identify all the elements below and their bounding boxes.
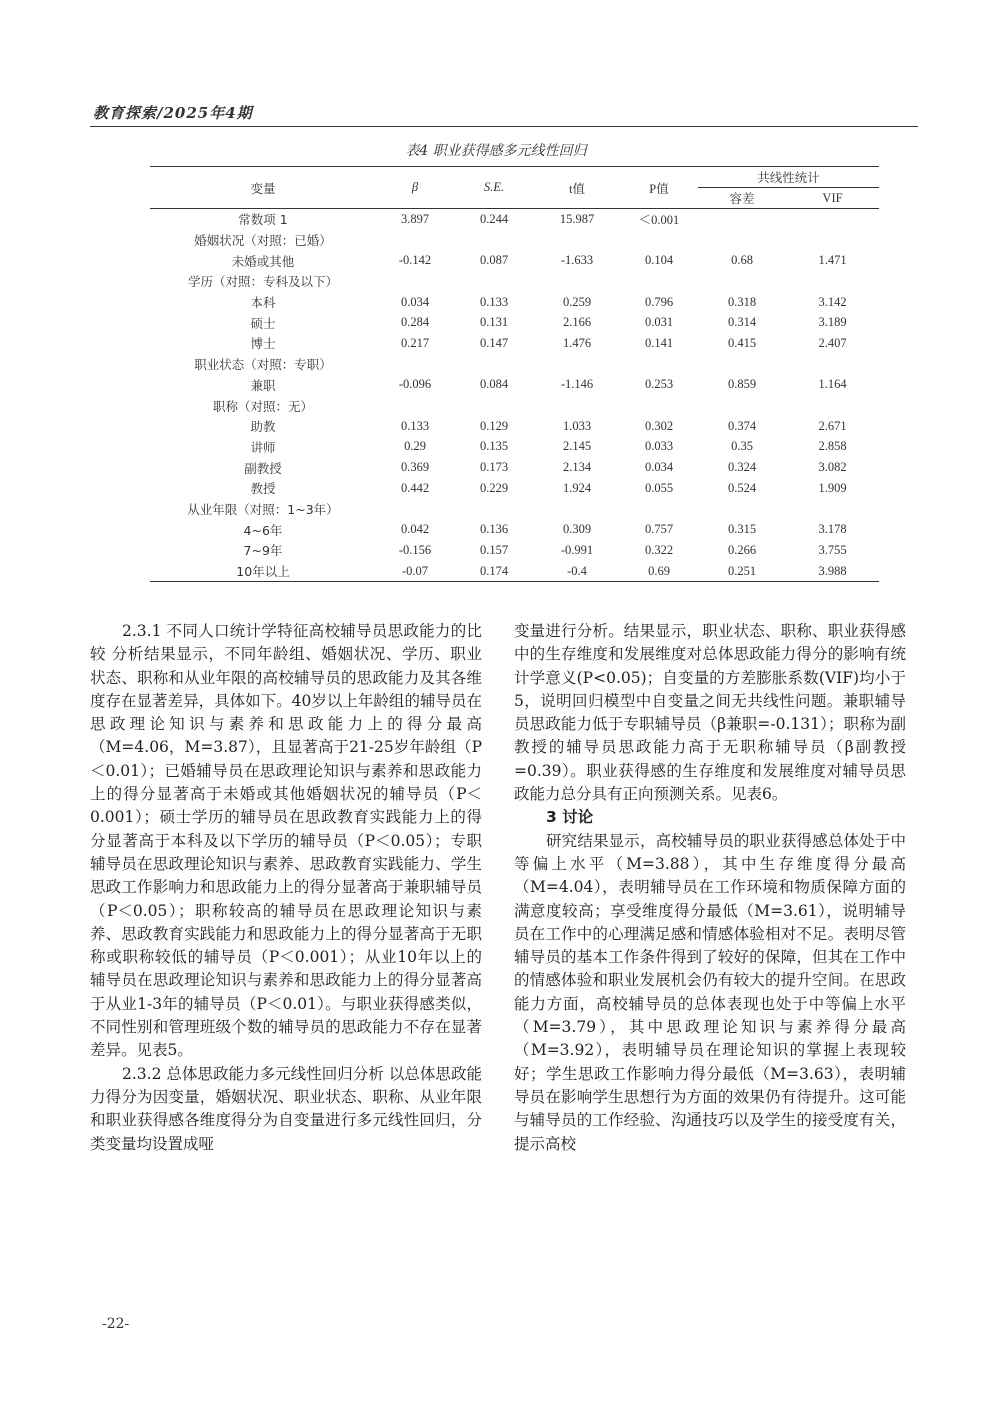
table-row: 博士 0.217 0.147 1.476 0.141 0.415 2.407 [250,335,847,352]
table-row: 10年以上 -0.07 0.174 -0.4 0.69 0.251 3.988 [150,561,879,582]
table-row: 硕士 0.284 0.131 2.166 0.031 0.314 3.189 [250,315,847,331]
col-t: t值 [534,167,620,209]
regression-result-paragraph: 变量进行分析。结果显示，职业状态、职称、职业获得感中的生存维度和发展维度对总体思政能力得分的影响有统计学意义(P<0.05)；自变量的方差膨胀系数(VIF)均小于5，说明回归模型中自变量之间无共线性问题。兼职辅导员思政能力低于专职辅导员（β兼职=-0.131）；职称为副教授的辅导员思政能力高于无职称辅导员（β副教授=0.39）。职业获得感的生存维度和发展维度对辅导员思政能力总分具有正向预测关系。见表6。 [514,622,906,804]
table-row: 职称（对照：无） [212,398,313,414]
table-row: 本科 0.034 0.133 0.259 0.796 0.318 3.142 [250,294,847,311]
table-row: 未婚或其他 -0.142 0.087 -1.633 0.104 0.68 1.471 [231,253,847,269]
table-row: 从业年限（对照：1~3年） [187,501,339,517]
col-collinearity: 共线性统计 [698,167,879,188]
table-row: 助教 0.133 0.129 1.033 0.302 0.374 2.671 [250,418,847,435]
regression-table [150,166,879,582]
col-se: S.E. [454,167,534,209]
col-beta: β [376,167,454,209]
table-row: 副教授 0.369 0.173 2.134 0.034 0.324 3.082 [244,460,847,476]
table-row: 4~6年 0.042 0.136 0.309 0.757 0.315 3.178 [243,522,847,538]
section-2-3-2-paragraph: 2.3.2 总体思政能力多元线性回归分析 以总体思政能力得分为因变量，婚姻状况、职业状态、职称、从业年限和职业获得感各维度得分为自变量进行多元线性回归，分类变量均设置成哑 [90,1064,482,1153]
table-row: 职业状态（对照：专职） [194,357,332,373]
col-p: P值 [620,167,698,209]
right-column [514,620,906,1156]
col-vif: VIF [786,188,879,209]
header-rule [90,126,918,127]
table-row: 教授 0.442 0.229 1.924 0.055 0.524 1.909 [250,480,847,497]
col-variable: 变量 [150,167,376,209]
table-row: 7~9年 -0.156 0.157 -0.991 0.322 0.266 3.755 [243,542,847,559]
section-3-heading: 3 讨论 [546,808,594,827]
left-column [90,620,482,1156]
table-row: 常数项 1 3.897 0.244 15.987 ＜0.001 [238,211,680,228]
table-row: 讲师 0.29 0.135 2.145 0.033 0.35 2.858 [250,439,847,455]
table-row: 兼职 -0.096 0.084 -1.146 0.253 0.859 1.164 [250,377,847,393]
col-tolerance: 容差 [698,188,786,209]
table-row: 学历（对照：专科及以下） [187,274,338,290]
table-row: 婚姻状况（对照：已婚） [194,233,332,249]
journal-header: 教育探索/2025年4期 [93,104,253,122]
page-number: -22- [102,1316,130,1332]
section-2-3-1-paragraph: 2.3.1 不同人口统计学特征高校辅导员思政能力的比较 分析结果显示，不同年龄组、婚姻状况、学历、职业状态、职称和从业年限的高校辅导员的思政能力及其各维度存在显著差异，具体如下。40岁以上年龄组的辅导员在思政理论知识与素养和思政能力上的得分最高（M=4.06，M=3.87），且显著高于21-25岁年龄组（P＜0.01）；已婚辅导员在思政理论知识与素养和思政能力上的得分显著高于未婚或其他婚姻状况的辅导员（P＜0.001）；硕士学历的辅导员在思政教育实践能力上的得分显著高于本科及以下学历的辅导员（P＜0.05）；专职辅导员在思政理论知识与素养、思政教育实践能力、学生思政工作影响力和思政能力上的得分显著高于兼职辅导员（P＜0.05）；职称较高的辅导员在思政理论知识与素养、思政教育实践能力和思政能力上的得分显著高于无职称或职称较低的辅导员（P＜0.001）；从业10年以上的辅导员在思政理论知识与素养和思政能力上的得分显著高于从业1-3年的辅导员（P＜0.01）。与职业获得感类似，不同性别和管理班级个数的辅导员的思政能力不存在显著差异。见表5。 [90,622,482,1060]
table-title: 表4 职业获得感多元线性回归 [405,143,587,159]
discussion-paragraph: 研究结果显示，高校辅导员的职业获得感总体处于中等偏上水平（M=3.88），其中生存维度得分最高（M=4.04），表明辅导员在工作环境和物质保障方面的满意度较高；享受维度得分最低（M=3.61），说明辅导员在工作中的心理满足感和情感体验相对不足。表明尽管辅导员的基本工作条件得到了较好的保障，但其在工作中的情感体验和职业发展机会仍有较大的提升空间。在思政能力方面，高校辅导员的总体表现也处于中等偏上水平（M=3.79），其中思政理论知识与素养得分最高（M=3.92），表明辅导员在理论知识的掌握上表现较好；学生思政工作影响力得分最低（M=3.63），表明辅导员在影响学生思想行为方面的效果仍有待提升。这可能与辅导员的工作经验、沟通技巧以及学生的接受度有关，提示高校 [514,831,906,1153]
